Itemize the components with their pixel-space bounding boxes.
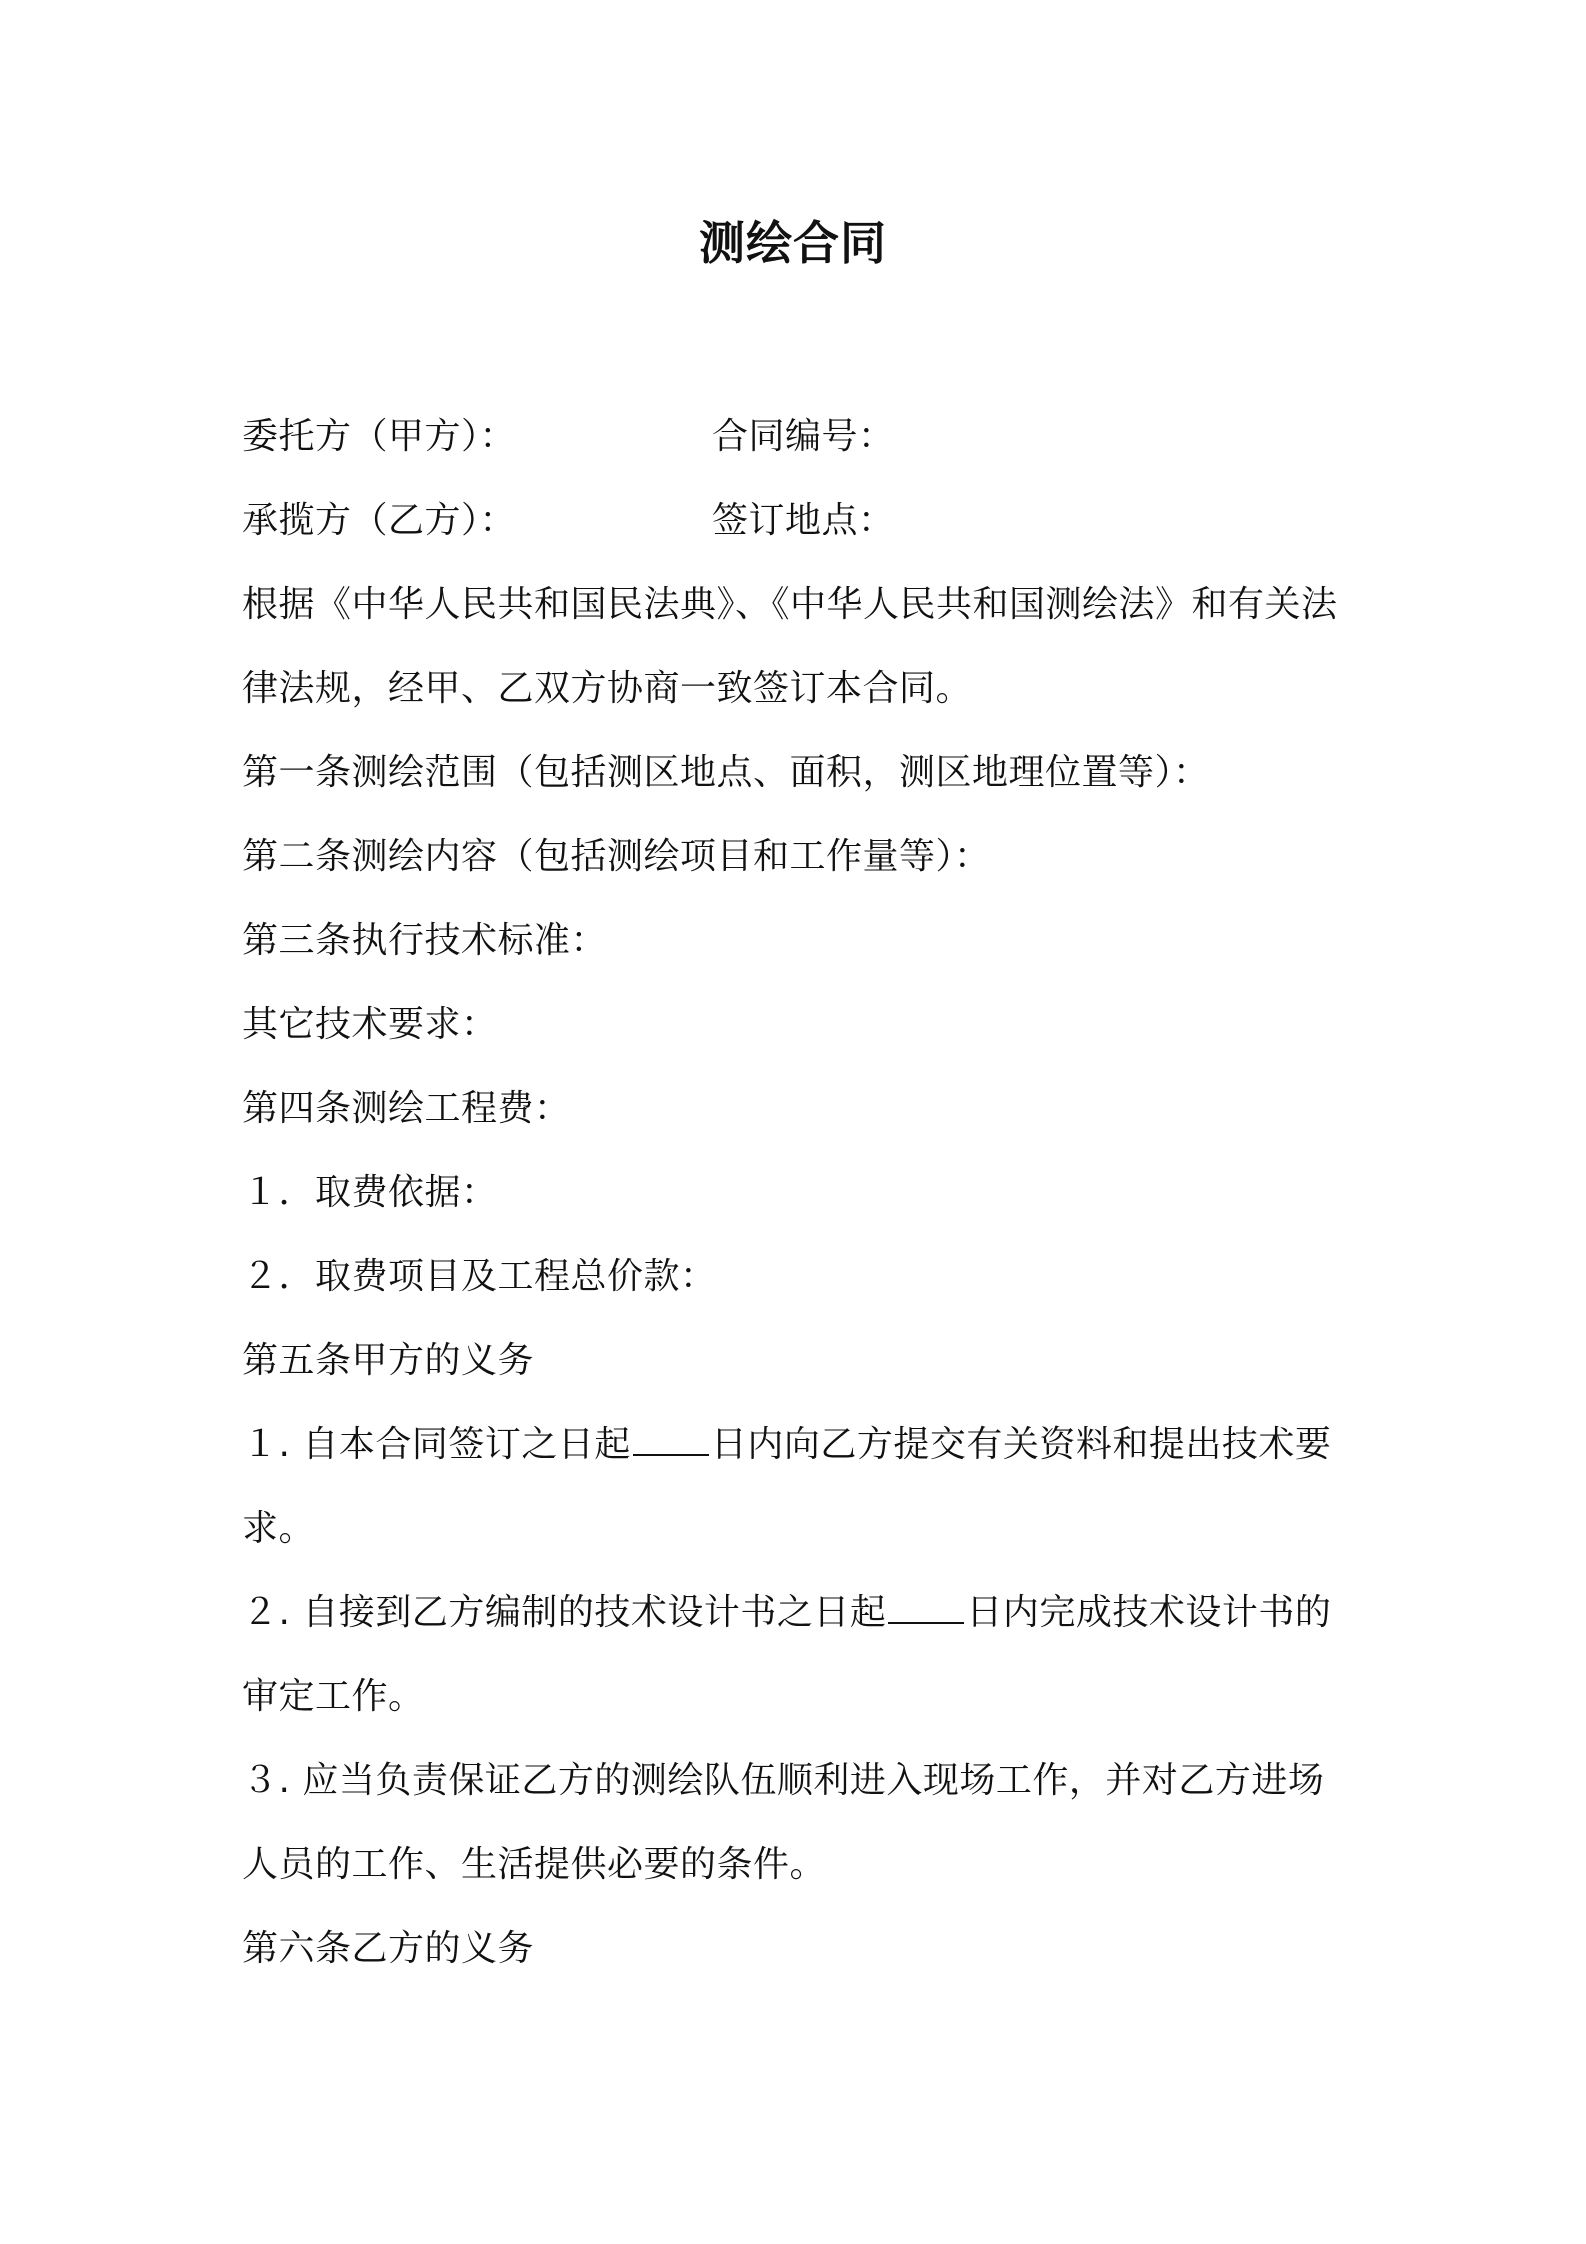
article-5-item-2 <box>242 1588 1331 1638</box>
sign-place-label: 签订地点： <box>712 500 895 541</box>
client-field-label: 委托方（甲方）： <box>242 416 517 457</box>
article-5-item-1-pre: １. 自本合同签订之日起 <box>242 1424 631 1465</box>
article-4-item-1: １．取费依据： <box>242 1172 498 1213</box>
article-5-item-1-post: 日内向乙方提交有关资料和提出技术要 <box>710 1424 1332 1465</box>
article-1-scope: 第一条测绘范围（包括测区地点、面积，测区地理位置等）： <box>242 752 1210 793</box>
preamble-line-1: 根据《中华人民共和国民法典》、《中华人民共和国测绘法》和有关法 <box>242 584 1338 625</box>
fill-in-blank-days <box>888 1592 964 1624</box>
contract-number-label: 合同编号： <box>712 416 895 457</box>
article-5-item-1-continued: 求。 <box>242 1508 316 1549</box>
article-5-item-2-continued: 审定工作。 <box>242 1676 425 1717</box>
contractor-field-label: 承揽方（乙方）： <box>242 500 517 541</box>
article-5-item-1 <box>242 1420 1331 1470</box>
article-5-item-2-post: 日内完成技术设计书的 <box>966 1592 1332 1633</box>
article-4-fees: 第四条测绘工程费： <box>242 1088 571 1129</box>
article-3-other-requirements: 其它技术要求： <box>242 1004 498 1045</box>
document-title: 测绘合同 <box>699 216 887 270</box>
article-5-item-3: ３. 应当负责保证乙方的测绘队伍顺利进入现场工作，并对乙方进场 <box>242 1760 1325 1801</box>
preamble-line-2: 律法规，经甲、乙双方协商一致签订本合同。 <box>242 668 973 709</box>
article-5-item-3-continued: 人员的工作、生活提供必要的条件。 <box>242 1844 827 1885</box>
article-6-contractor-obligations: 第六条乙方的义务 <box>242 1928 535 1969</box>
article-3-standards: 第三条执行技术标准： <box>242 920 608 961</box>
article-2-content: 第二条测绘内容（包括测绘项目和工作量等）： <box>242 836 991 877</box>
article-4-item-2: ２．取费项目及工程总价款： <box>242 1256 717 1297</box>
article-5-client-obligations: 第五条甲方的义务 <box>242 1340 535 1381</box>
article-5-item-2-pre: ２. 自接到乙方编制的技术设计书之日起 <box>242 1592 887 1633</box>
fill-in-blank-days <box>633 1424 709 1456</box>
